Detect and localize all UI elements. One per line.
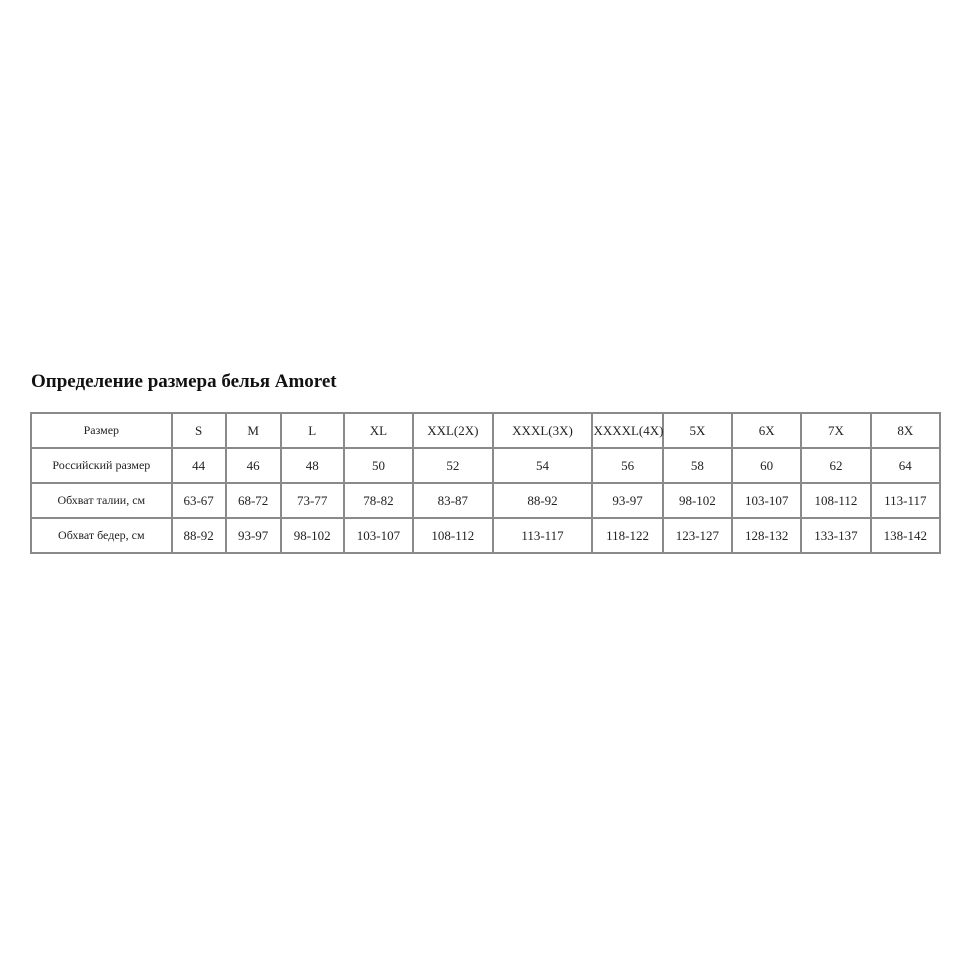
row-label: Обхват бедер, см <box>31 518 172 553</box>
table-cell: 78-82 <box>344 483 413 518</box>
table-cell: 113-117 <box>493 518 593 553</box>
table-cell: 93-97 <box>592 483 662 518</box>
table-cell: 5X <box>663 413 732 448</box>
table-cell: 7X <box>801 413 870 448</box>
table-cell: 133-137 <box>801 518 870 553</box>
size-chart-table <box>30 412 941 554</box>
table-cell: 88-92 <box>172 518 226 553</box>
table-cell: XXL(2X) <box>413 413 492 448</box>
page-title: Определение размера белья Amoret <box>31 371 337 392</box>
table-cell: 60 <box>732 448 801 483</box>
table-cell: 54 <box>493 448 593 483</box>
table-cell: 108-112 <box>801 483 870 518</box>
table-cell: 68-72 <box>226 483 281 518</box>
table-cell: 113-117 <box>871 483 940 518</box>
table-cell: 98-102 <box>663 483 732 518</box>
row-label: Обхват талии, см <box>31 483 172 518</box>
table-cell: 108-112 <box>413 518 492 553</box>
table-cell: 103-107 <box>732 483 801 518</box>
table-cell: 6X <box>732 413 801 448</box>
table-cell: 64 <box>871 448 940 483</box>
table-cell: 98-102 <box>281 518 344 553</box>
table-cell: 56 <box>592 448 662 483</box>
table-cell: L <box>281 413 344 448</box>
table-cell: 73-77 <box>281 483 344 518</box>
table-cell: 52 <box>413 448 492 483</box>
table-cell: 123-127 <box>663 518 732 553</box>
table-cell: 62 <box>801 448 870 483</box>
table-cell: XXXXL(4X) <box>592 413 662 448</box>
table-cell: 48 <box>281 448 344 483</box>
table-cell: 88-92 <box>493 483 593 518</box>
table-row-size <box>31 413 940 448</box>
table-cell: 44 <box>172 448 226 483</box>
table-row-russian-size <box>31 448 940 483</box>
table-cell: S <box>172 413 226 448</box>
row-label: Размер <box>31 413 172 448</box>
table-cell: 118-122 <box>592 518 662 553</box>
row-label: Российский размер <box>31 448 172 483</box>
table-cell: 58 <box>663 448 732 483</box>
table-cell: 50 <box>344 448 413 483</box>
table-cell: XL <box>344 413 413 448</box>
table-cell: 103-107 <box>344 518 413 553</box>
table-cell: 83-87 <box>413 483 492 518</box>
table-cell: 138-142 <box>871 518 940 553</box>
table-row-waist <box>31 483 940 518</box>
table-cell: 93-97 <box>226 518 281 553</box>
table-cell: M <box>226 413 281 448</box>
table-cell: 46 <box>226 448 281 483</box>
table-row-hips <box>31 518 940 553</box>
table-cell: 63-67 <box>172 483 226 518</box>
table-cell: XXXL(3X) <box>493 413 593 448</box>
table-cell: 128-132 <box>732 518 801 553</box>
table-cell: 8X <box>871 413 940 448</box>
